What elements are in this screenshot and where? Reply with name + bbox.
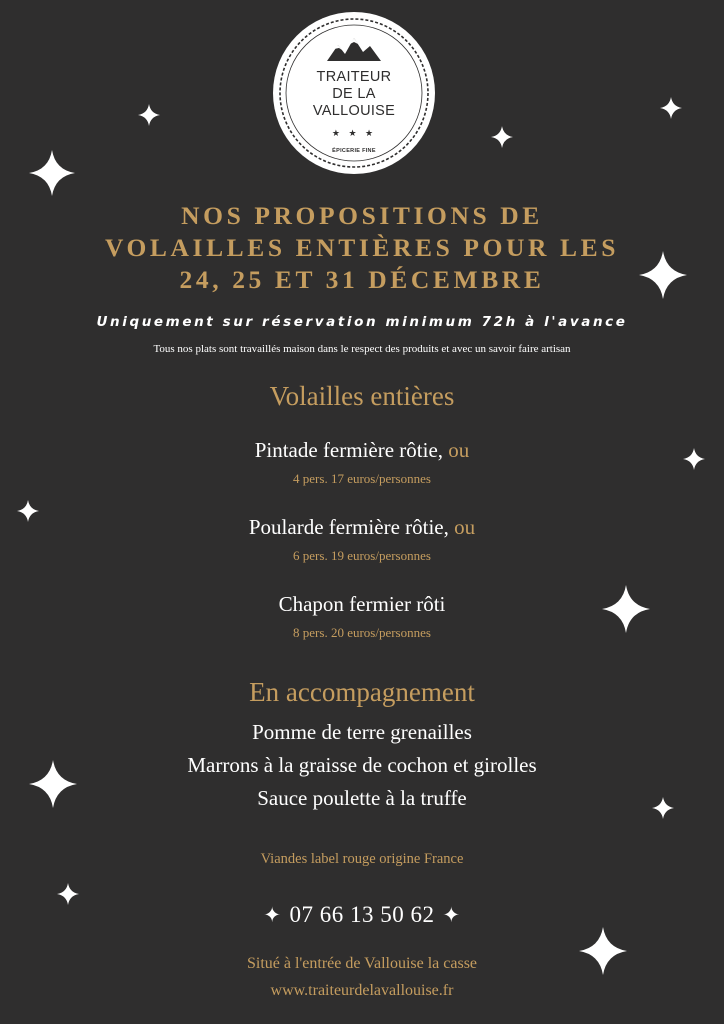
- logo-name: TRAITEUR DE LA VALLOUISE: [312, 69, 396, 119]
- sparkle-icon: [660, 97, 682, 119]
- website-link[interactable]: www.traiteurdelavallouise.fr: [270, 982, 454, 999]
- sparkle-icon: [138, 104, 160, 126]
- section-heading-accompagnement: En accompagnement: [249, 677, 475, 707]
- sparkle-icon: [491, 126, 513, 148]
- side-item: Pomme de terre grenailles: [252, 720, 472, 744]
- phone-line: [0, 902, 724, 928]
- label-rouge-note: Viandes label rouge origine France: [260, 851, 464, 867]
- sparkle-icon: ✦: [442, 903, 461, 927]
- location-text: Situé à l'entrée de Vallouise la casse: [246, 955, 478, 972]
- logo-rating-stars: ★ ★ ★: [331, 128, 377, 138]
- logo-subtitle: ÉPICERIE FINE: [332, 148, 376, 154]
- dish-price: 8 pers. 20 euros/personnes: [293, 625, 431, 640]
- side-item: Marrons à la graisse de cochon et girolles: [187, 753, 537, 777]
- dish-name: Poularde fermière rôtie, ou: [248, 515, 476, 539]
- logo-badge: [272, 11, 436, 175]
- dish-price: 6 pers. 19 euros/personnes: [293, 548, 431, 563]
- side-item: Sauce poulette à la truffe: [257, 786, 467, 810]
- sparkle-icon: ✦: [263, 903, 282, 927]
- phone-number[interactable]: 07 66 13 50 62: [289, 902, 435, 927]
- page-title: NOS PROPOSITIONS DE VOLAILLES ENTIÈRES POUR LES 24, 25 ET 31 DÉCEMBRE: [104, 201, 620, 294]
- dish-name: Chapon fermier rôti: [278, 592, 446, 616]
- sparkle-icon: [29, 150, 75, 196]
- dish-price: 4 pers. 17 euros/personnes: [293, 471, 431, 486]
- reservation-note: Uniquement sur réservation minimum 72h à l'avance: [96, 314, 628, 330]
- tagline: Tous nos plats sont travaillés maison dans le respect des produits et avec un savoir faire artisan: [153, 343, 571, 355]
- section-heading-volailles: Volailles entières: [269, 381, 455, 411]
- dish-name: Pintade fermière rôtie, ou: [254, 438, 470, 462]
